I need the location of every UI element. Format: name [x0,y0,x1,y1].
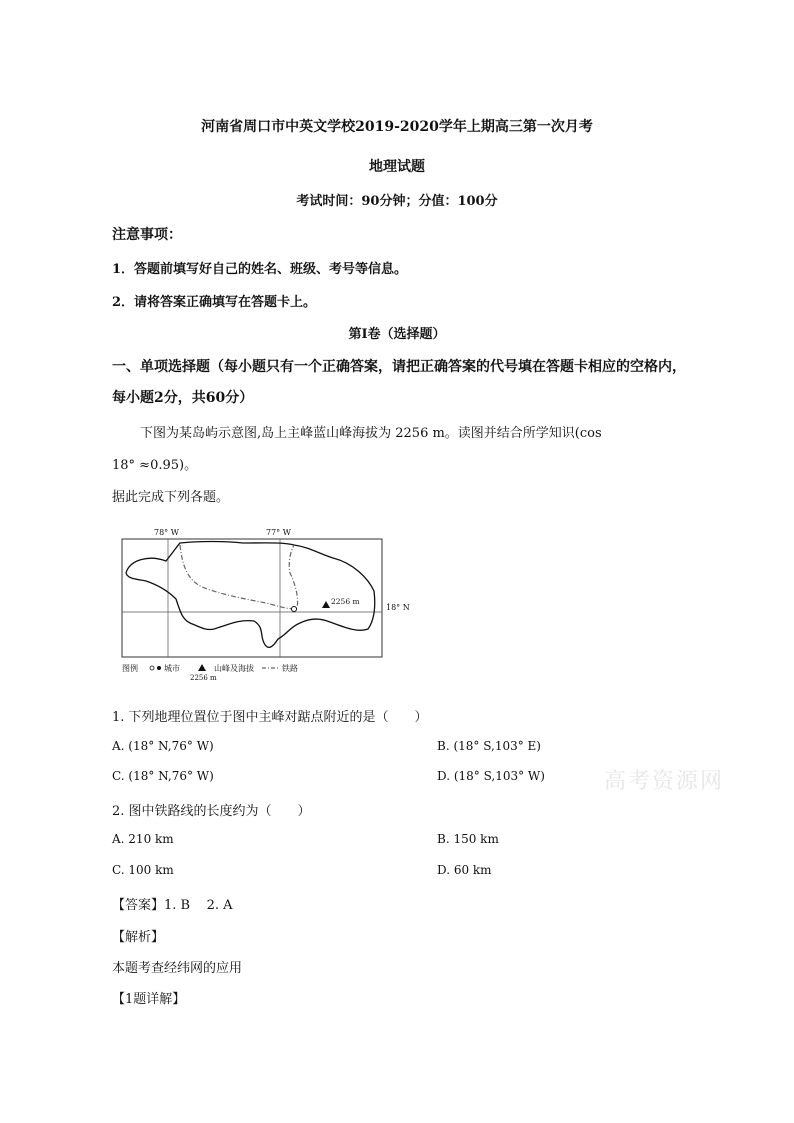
island-map [118,523,418,683]
map-lat-label: 18° N [386,603,410,612]
intro-instruction: 据此完成下列各题。 [112,490,230,505]
map-peak-label: 2256 m [331,597,360,606]
legend-peak-value: 2256 m [190,674,217,682]
question-2-stem: 2. 图中铁路线的长度约为（ ） [112,804,311,819]
question-1-option-d[interactable]: D. (18° S,103° W) [437,769,545,783]
volume-title: 第I卷（选择题） [348,327,446,342]
question-2-option-d[interactable]: D. 60 km [437,863,492,877]
legend-rail: 铁路 [282,664,298,673]
map-lon-right-label: 77° W [266,528,291,537]
question-1-stem: 1. 下列地理位置位于图中主峰对踮点附近的是（ ） [112,710,428,725]
note-item: 2．请将答案正确填写在答题卡上。 [112,295,317,310]
question-1-option-a[interactable]: A. (18° N,76° W) [112,739,214,753]
question-2-option-c[interactable]: C. 100 km [112,863,174,877]
legend-peak: 山峰及海拔 [214,664,254,673]
analysis-text: 本题考查经纬网的应用 [112,961,243,976]
question-1-option-b[interactable]: B. (18° S,103° E) [437,739,541,753]
intro-text-continued: 18° ≈0.95)。 [112,458,198,473]
section-heading-continued: 每小题2分，共60分） [112,390,254,406]
legend-city-icon-filled [157,666,161,670]
question-2-option-a[interactable]: A. 210 km [112,832,174,846]
notes-heading: 注意事项： [112,227,182,243]
analysis-label: 【解析】 [112,930,165,945]
legend-label: 图例 [122,664,138,673]
legend-city-icon [150,666,154,670]
note-item: 1．答题前填写好自己的姓名、班级、考号等信息。 [112,262,408,277]
intro-text: 下图为某岛屿示意图,岛上主峰蓝山峰海拔为 2256 m。读图并结合所学知识(cos [140,426,602,441]
question-1-option-c[interactable]: C. (18° N,76° W) [112,769,214,783]
answer-line [112,894,233,913]
analysis-detail-label: 【1题详解】 [112,992,186,1007]
map-lon-left-label: 78° W [154,528,179,537]
question-2-option-b[interactable]: B. 150 km [437,832,499,846]
document-title: 河南省周口市中英文学校2019-2020学年上期高三第一次月考 [201,119,593,135]
legend-peak-icon [198,664,206,671]
answer-label: 【答案】 [112,898,165,913]
city-marker [292,607,297,612]
answer-text: 1. B 2. A [164,898,233,913]
watermark: 高考资源网 [604,769,725,794]
legend-city: 城市 [164,664,180,673]
exam-info: 考试时间：90分钟；分值：100分 [296,194,498,209]
section-heading: 一、单项选择题（每小题只有一个正确答案，请把正确答案的代号填在答题卡相应的空格内， [112,359,686,375]
subject-title: 地理试题 [369,159,425,175]
